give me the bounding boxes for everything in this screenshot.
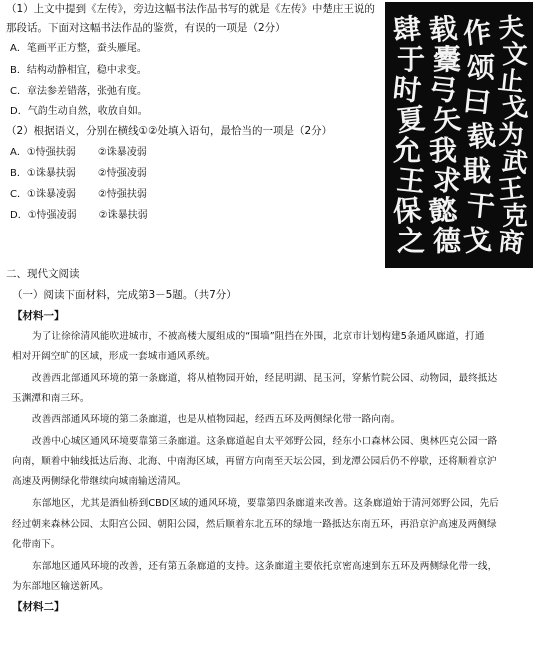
calligraphy-character: 王 bbox=[395, 162, 427, 199]
q2-option-first: ①诛暴扶弱 bbox=[26, 168, 76, 179]
q1-stem-line1: （1）上文中提到《左传》，旁边这幅书法作品书写的就是《左传》中楚庄王说的 bbox=[6, 3, 375, 15]
q2-option-c bbox=[10, 188, 147, 201]
calligraphy-character: 干 bbox=[465, 188, 497, 224]
paragraph-2-line-1: 改善西北部通风环境的第一条廊道，将从植物园开始，经昆明湖、昆玉河，穿紫竹院公园、动物园，最终抵达 bbox=[32, 373, 498, 384]
q1-option-d: D．气韵生动自然，收放自如。 bbox=[10, 106, 148, 117]
paragraph-5-line-1: 东部地区，尤其是酒仙桥到CBD区域的通风环境，要靠第四条廊道来改善。这条廊道始于清河郊野公园，先后 bbox=[32, 498, 499, 509]
paragraph-5-line-3: 化带南下。 bbox=[12, 539, 61, 550]
calligraphy-character: 保 bbox=[391, 193, 423, 229]
paragraph-3-line-1: 改善西部通风环境的第二条廊道，也是从植物园起，经西五环及两侧绿化带一路向南。 bbox=[32, 414, 401, 425]
calligraphy-character: 武 bbox=[500, 146, 530, 179]
calligraphy-character: 文 bbox=[502, 39, 528, 70]
calligraphy-character: 颂 bbox=[466, 50, 496, 84]
calligraphy-svg bbox=[385, 2, 533, 268]
section-subtitle: （一）阅读下面材料，完成第3－5题。（共7分） bbox=[12, 289, 237, 301]
q2-option-d bbox=[10, 209, 148, 222]
calligraphy-character: 时 bbox=[391, 71, 423, 108]
calligraphy-character: 弓 bbox=[427, 71, 459, 108]
paragraph-6-line-1: 东部地区通风环境的改善，还有第五条廊道的支持。这条廊道主要依托京密高速到东五环及两侧绿化带一线， bbox=[32, 561, 498, 572]
q1-option-b: B．结构动静相宜，稳中求变。 bbox=[10, 65, 147, 76]
calligraphy-character: 我 bbox=[428, 133, 458, 167]
paragraph-6-line-2: 为东部地区输送新风。 bbox=[12, 581, 109, 592]
q2-option-second: ②诛暴凌弱 bbox=[97, 147, 147, 158]
calligraphy-character: 櫜 bbox=[432, 43, 462, 77]
paragraph-2-line-2: 玉渊潭和南三环。 bbox=[12, 393, 90, 404]
calligraphy-character: 载 bbox=[465, 118, 497, 155]
calligraphy-character: 作 bbox=[461, 15, 493, 51]
paragraph-4-line-3: 高速及两侧绿化带继续向城南输送清风。 bbox=[12, 476, 187, 487]
material1-label: 【材料一】 bbox=[12, 310, 65, 322]
q1-option-a: A．笔画平正方整，蚕头雁尾。 bbox=[10, 43, 147, 54]
calligraphy-character: 之 bbox=[396, 224, 426, 258]
calligraphy-character: 夫 bbox=[496, 12, 526, 45]
q2-stem: （2）根据语义，分别在横线①②处填入语句，最恰当的一项是（2分） bbox=[6, 125, 333, 137]
calligraphy-character: 允 bbox=[392, 133, 422, 167]
calligraphy-character: 肆 bbox=[391, 11, 423, 48]
calligraphy-character: 载 bbox=[427, 11, 459, 48]
q2-option-second: ②恃强凌弱 bbox=[97, 168, 147, 179]
q2-option-first: ①恃强凌弱 bbox=[27, 210, 77, 221]
q2-option-first: ①恃强扶弱 bbox=[26, 147, 76, 158]
paragraph-1-line-2: 相对开阔空旷的区域，形成一套城市通风系统。 bbox=[12, 351, 216, 362]
q2-option-a bbox=[10, 146, 147, 159]
calligraphy-character: 懿 bbox=[427, 193, 459, 229]
q2-option-letter: B． bbox=[10, 168, 27, 179]
q2-option-letter: D． bbox=[10, 210, 28, 221]
calligraphy-character: 戈 bbox=[461, 222, 493, 259]
paragraph-5-line-2: 经过朝来森林公园、太阳宫公园、朝阳公园，然后顺着东北五环的绿地一路抵达东南五环，再沿京沪高速及两侧绿 bbox=[12, 519, 497, 530]
q2-option-first: ①诛暴凌弱 bbox=[26, 189, 76, 200]
q2-option-letter: C． bbox=[10, 189, 27, 200]
q2-option-letter: A． bbox=[10, 147, 27, 158]
calligraphy-character: 戈 bbox=[500, 92, 530, 125]
q2-option-b bbox=[10, 167, 147, 180]
calligraphy-character: 商 bbox=[496, 226, 526, 260]
material2-label: 【材料二】 bbox=[12, 601, 65, 613]
q2-option-second: ②恃强扶弱 bbox=[97, 189, 147, 200]
calligraphy-character: 德 bbox=[432, 224, 462, 258]
q1-stem-line2: 那段话。下面对这幅书法作品的鉴赏，有误的一项是（2分） bbox=[6, 22, 286, 34]
calligraphy-character: 为 bbox=[498, 120, 524, 151]
calligraphy-character: 曰 bbox=[461, 83, 493, 120]
q1-option-c: C．章法参差错落，张弛有度。 bbox=[10, 86, 147, 97]
calligraphy-character: 戢 bbox=[462, 154, 492, 188]
calligraphy-artwork bbox=[385, 2, 533, 268]
calligraphy-character: 克 bbox=[502, 201, 528, 232]
q2-option-second: ②诛暴扶弱 bbox=[98, 210, 148, 221]
calligraphy-character: 王 bbox=[496, 173, 526, 206]
section-title: 二、现代文阅读 bbox=[6, 268, 80, 280]
calligraphy-character: 求 bbox=[431, 162, 463, 199]
paragraph-4-line-2: 向南，顺着中轴线抵达后海、北海、中南海区域，再留方向南至天坛公园，到龙潭公园后仍不停歇，还将顺着京沪 bbox=[12, 456, 497, 467]
calligraphy-character: 止 bbox=[496, 65, 526, 98]
calligraphy-character: 于 bbox=[396, 43, 426, 77]
paragraph-4-line-1: 改善中心城区通风环境要靠第三条廊道。这条廊道起自太平郊野公园，经东小口森林公园、奥林匹克公园一路 bbox=[32, 436, 498, 447]
calligraphy-character: 矢 bbox=[431, 101, 463, 138]
paragraph-1-line-1: 为了让徐徐清风能吹进城市，不被高楼大厦组成的“围墙”阻挡在外围，北京市计划构建5条通风廊道，打通 bbox=[32, 331, 485, 342]
calligraphy-character: 夏 bbox=[395, 101, 427, 138]
